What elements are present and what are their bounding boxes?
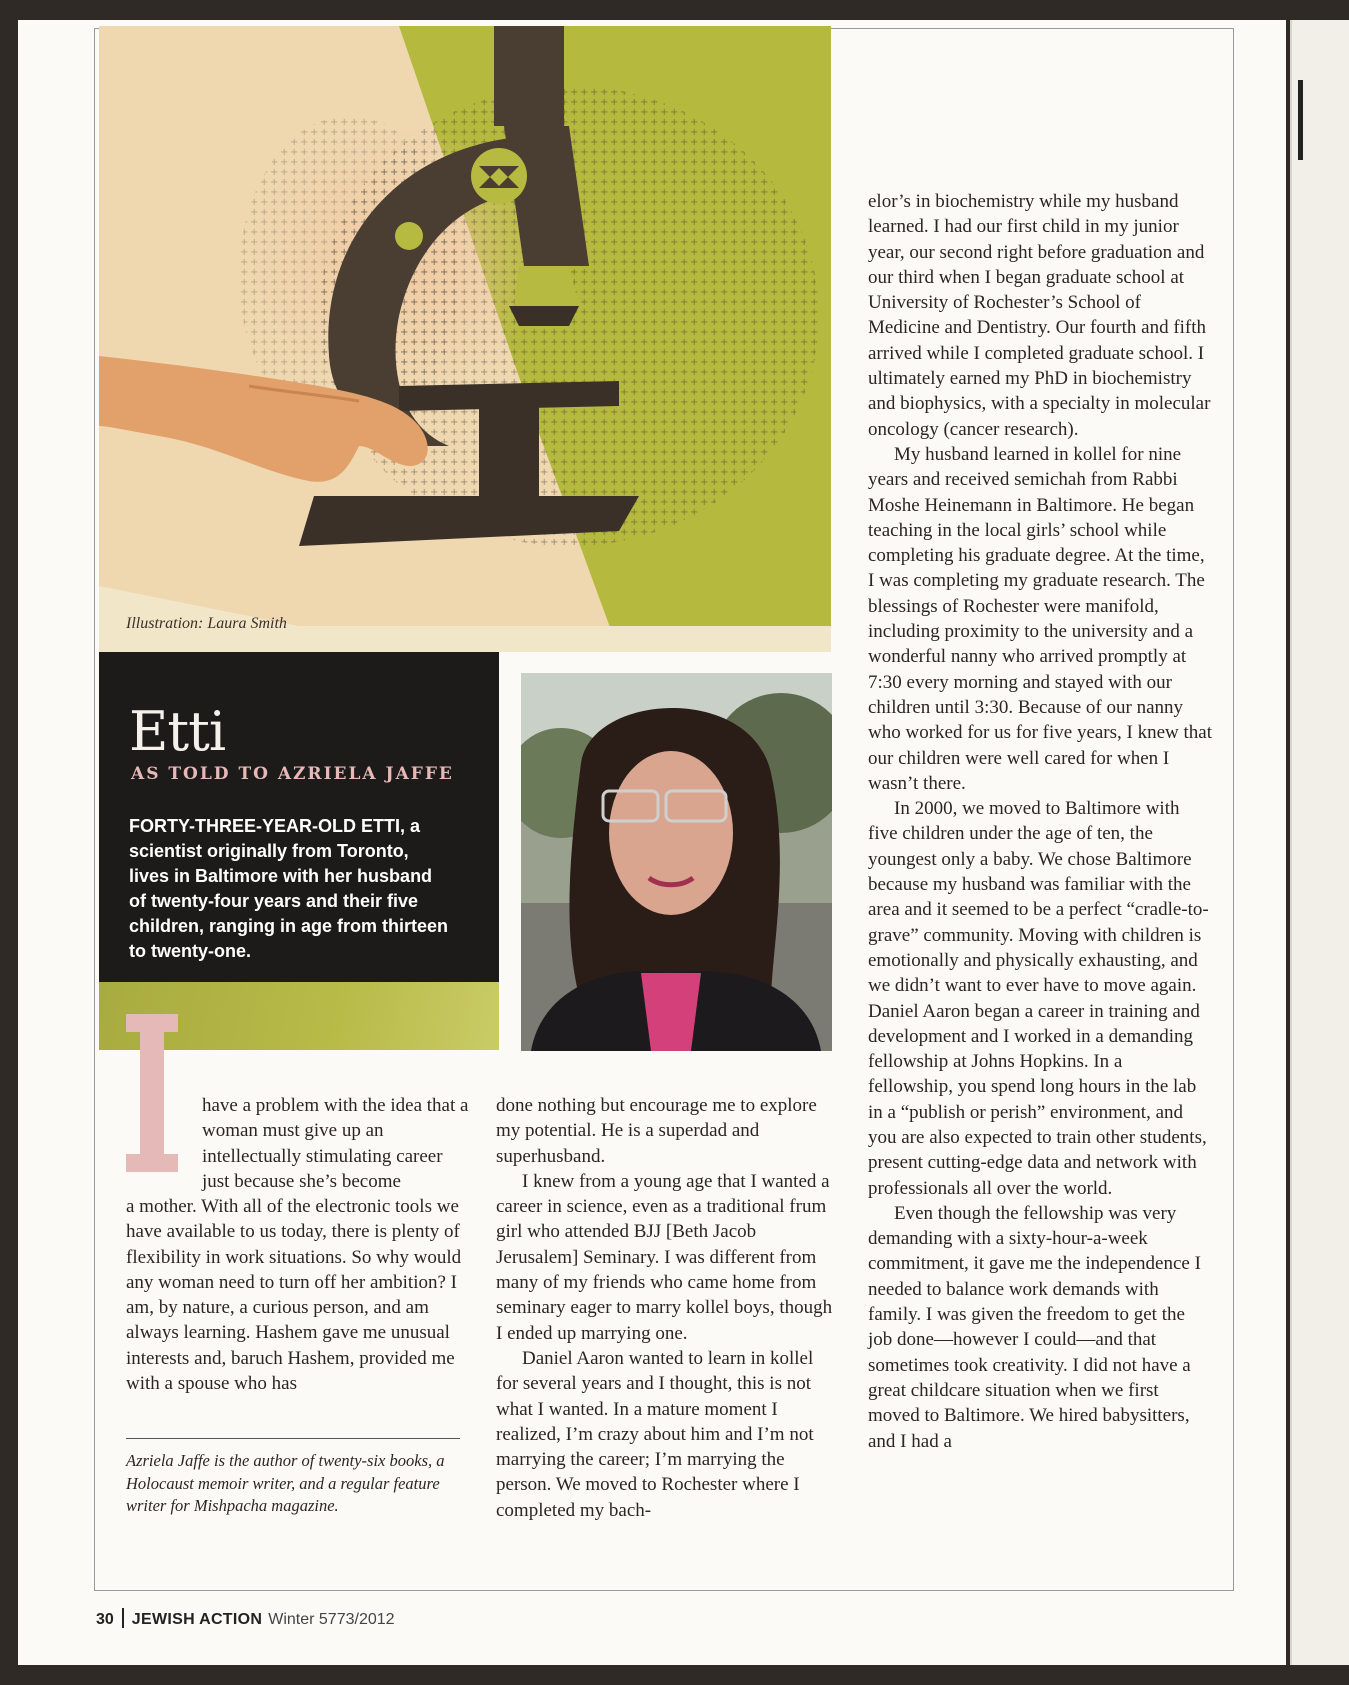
page-number: 30 (96, 1611, 114, 1628)
title-block (99, 652, 499, 1050)
bio-divider (126, 1438, 460, 1439)
col2-paragraph-2: I knew from a young age that I wanted a career in science, even as a traditional frum girl who attended BJJ [Beth Jacob Jerusalem] Seminary. I was different from many of my friends who came home from seminary eager to marry kollel boys, though I ended up marrying one. (496, 1170, 833, 1344)
author-bio: Azriela Jaffe is the author of twenty-six books, a Holocaust memoir writer, and a regular feature writer for Mishpacha magazine. (126, 1451, 445, 1515)
col1-opening-text: have a problem with the idea that a woman must give up an intellectually stimulating career just because she’s become (202, 1095, 469, 1192)
magazine-name: JEWISH ACTION (131, 1611, 263, 1628)
col3-paragraph-3: In 2000, we moved to Baltimore with five children under the age of ten, the youngest only a baby. We chose Baltimore because my husband was familiar with the area and it seemed to be a perfect “cradle-to-grave” community. Moving with children is emotionally and physically exhausting, and we didn’t want to ever have to move again. Daniel Aaron began a career in training and development and I worked in a demanding fellowship at Johns Hopkins. In a fellowship, you spend long hours in the lab in a “publish or perish” environment, and you are also expected to train other students, present cutting-edge data and network with professionals all over the world. (868, 798, 1209, 1199)
col2-paragraph-1: done nothing but encourage me to explore my potential. He is a superdad and superhusband. (496, 1095, 817, 1167)
col3-paragraph-1: elor’s in biochemistry while my husband learned. I had our first child in my junior year, our second right before graduation and our third when I began graduate school at University of Rochester’s School of Medicine and Dentistry. Our fourth and fifth arrived while I completed graduate school. I ultimately earned my PhD in biochemistry and biophysics, with a specialty in molecular oncology (cancer research). (868, 191, 1211, 440)
col3-paragraph-4: Even though the fellowship was very demanding with a sixty-hour-a-week commitment, it gave me the independence I needed to balance work demands with family. I was given the freedom to get the job done—however I could—and that sometimes took creativity. I did not have a great childcare situation when we first moved to Baltimore. We hired babysitters, and I had a (868, 1202, 1201, 1452)
article-title: Etti (129, 700, 226, 763)
issue-label: Winter 5773/2012 (268, 1611, 395, 1628)
col2-paragraph-3: Daniel Aaron wanted to learn in kollel for several years and I thought, this is not what I wanted. In a mature moment I realized, I’m crazy about him and I’m not marrying the career; I’m marrying the person. We moved to Rochester where I completed my bach- (496, 1347, 814, 1521)
column-2 (496, 1093, 836, 1523)
drop-cap (126, 1014, 178, 1172)
article-deck: FORTY-THREE-YEAR-OLD ETTI, a scientist originally from Toronto, lives in Baltimore with her husband of twenty-four years and their five children, ranging in age from thirteen to twenty-one. (129, 816, 449, 961)
adjacent-page-edge (1290, 20, 1349, 1665)
col1-text: a mother. With all of the electronic tools we have available to us today, there is plenty of flexibility in work situations. So why would any woman need to turn off her ambition? I am, by nature, a curious person, and am always learning. Hashem gave me unusual interests and, baruch Hashem, provided me with a spouse who has (126, 1196, 462, 1395)
portrait-photo (521, 673, 832, 1051)
column-3 (868, 189, 1212, 1454)
page-footer (96, 1608, 395, 1629)
col3-paragraph-2: My husband learned in kollel for nine years and received semichah from Rabbi Moshe Heinemann in Baltimore. He began teaching in the local girls’ school while completing his graduate degree. At the time, I was completing my graduate research. The blessings of Rochester were manifold, including proximity to the university and a wonderful nanny who arrived promptly at 7:30 every morning and stayed with our children until 3:30. Because of our nanny who worked for us for five years, I knew that our children were well cared for when I wasn’t there. (868, 443, 1213, 794)
illustration-credit: Illustration: Laura Smith (126, 615, 287, 632)
byline: AS TOLD TO AZRIELA JAFFE (131, 764, 454, 784)
microscope-illustration (99, 26, 831, 652)
